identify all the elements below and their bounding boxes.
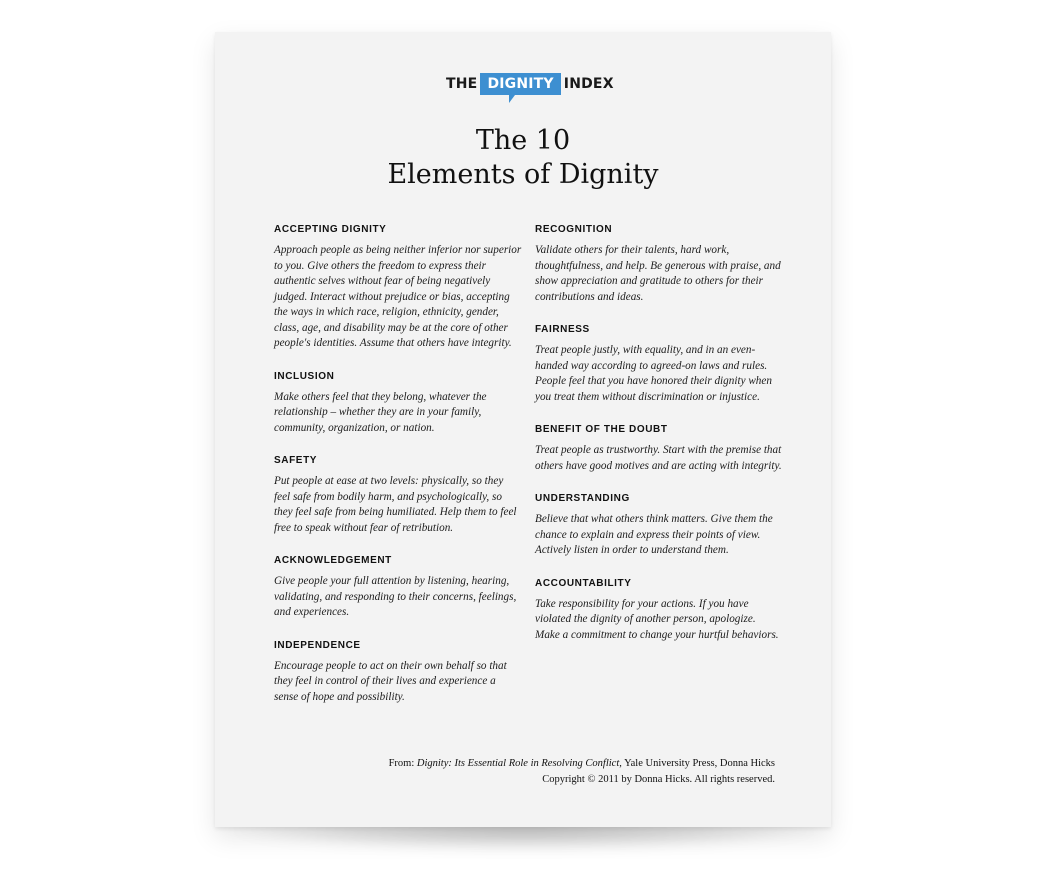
- citation-publisher: , Yale University Press, Donna Hicks: [619, 758, 775, 769]
- citation-copyright: Copyright © 2011 by Donna Hicks. All rights reserved.: [542, 774, 775, 785]
- citation-book-title: Dignity: Its Essential Role in Resolving Conflict: [416, 758, 620, 769]
- section-heading: ACKNOWLEDGEMENT: [274, 555, 392, 566]
- section-body: Take responsibility for your actions. If you have violated the dignity of another person, apologize. Make a commitment to change your hurtful behaviors.: [535, 597, 779, 641]
- section-recognition: [535, 224, 783, 305]
- section-heading: FAIRNESS: [535, 324, 590, 335]
- logo-prefix: THE: [446, 76, 478, 92]
- section-heading: RECOGNITION: [535, 224, 613, 235]
- title-line-1: The 10: [475, 125, 571, 156]
- section-body: Make others feel that they belong, whatever the relationship – whether they are in your family, community, organization, or nation.: [274, 390, 487, 434]
- section-body: Treat people justly, with equality, and in an even-handed way according to agreed-on laws and rules. People feel that you have honored their dignity when you treat them without discrimination or injustice.: [535, 344, 772, 403]
- section-benefit-of-the-doubt: [535, 424, 783, 474]
- citation-from-label: From:: [388, 758, 417, 769]
- section-fairness: [535, 324, 783, 405]
- section-acknowledgement: [274, 555, 522, 621]
- section-body: Give people your full attention by listening, hearing, validating, and responding to their concerns, feelings, and experiences.: [274, 575, 517, 618]
- section-body: Validate others for their talents, hard work, thoughtfulness, and help. Be generous with praise, and show appreciation and gratitude to others for their contributions and ideas.: [535, 244, 781, 303]
- logo-highlight: DIGNITY: [487, 76, 554, 92]
- section-body: Treat people as trustworthy. Start with the premise that others have good motives and are acting with integrity.: [535, 444, 782, 472]
- section-heading: SAFETY: [274, 455, 318, 466]
- right-column: [535, 224, 783, 643]
- section-inclusion: [274, 371, 522, 437]
- page-title: [215, 124, 831, 192]
- section-safety: [274, 455, 522, 536]
- section-accepting-dignity: [274, 224, 522, 352]
- logo-speech-bubble: [480, 73, 560, 95]
- section-heading: INDEPENDENCE: [274, 639, 361, 651]
- section-heading: UNDERSTANDING: [535, 493, 630, 504]
- section-heading: INCLUSION: [274, 370, 335, 382]
- section-body: Approach people as being neither inferior nor superior to you. Give others the freedom to express their authentic selves without fear of being negatively judged. Interact without prejudice or bias, accepting the ways in which race, religion, ethnicity, gender, class, age, and disability may be at the core of other people's identities. Assume that others have integrity.: [274, 244, 522, 349]
- document-page: [215, 32, 831, 827]
- section-understanding: [535, 493, 783, 559]
- section-accountability: [535, 578, 783, 644]
- title-line-2: Elements of Dignity: [387, 159, 659, 190]
- citation-source-line: [389, 756, 775, 772]
- section-body: Believe that what others think matters. Give them the chance to explain and express their points of view. Actively listen in order to understand them.: [535, 513, 773, 556]
- section-heading: ACCEPTING DIGNITY: [274, 224, 387, 235]
- section-body: Put people at ease at two levels: physically, so they feel safe from bodily harm, and psychologically, so they feel safe from being humiliated. Help them to feel free to speak without fear of retribution.: [274, 475, 517, 534]
- section-heading: BENEFIT OF THE DOUBT: [535, 424, 668, 435]
- logo-suffix: INDEX: [563, 76, 614, 92]
- section-body: Encourage people to act on their own behalf so that they feel in control of their lives and experience a sense of hope and possibility.: [274, 659, 507, 703]
- left-column: [274, 224, 522, 705]
- section-independence: [274, 640, 522, 706]
- dignity-index-logo: [446, 73, 614, 95]
- speech-bubble-tail-icon: [509, 95, 521, 103]
- source-citation: [389, 756, 775, 788]
- section-heading: ACCOUNTABILITY: [535, 577, 632, 589]
